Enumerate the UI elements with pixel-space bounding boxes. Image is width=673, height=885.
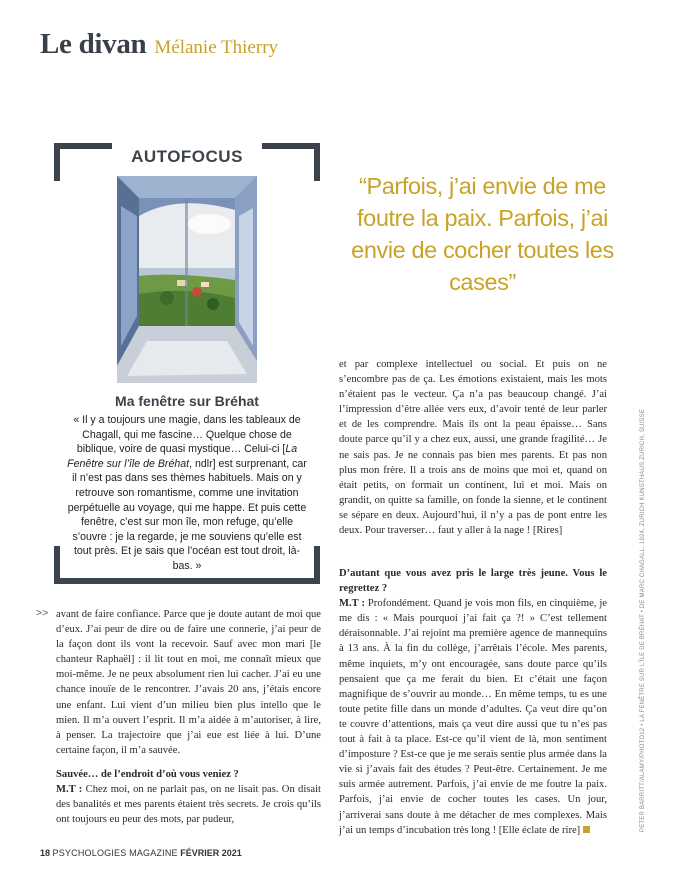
- interview-answer: [339, 596, 607, 838]
- left-column: [56, 607, 321, 827]
- pull-quote: “Parfois, j’ai envie de me foutre la paix. Parfois, j’ai envie de cocher toutes les cases”: [351, 173, 614, 295]
- interview-answer: [56, 782, 321, 827]
- interview-question: D’autant que vous avez pris le large très jeune. Vous le regrettez ?: [339, 568, 607, 595]
- right-column-bottom: [339, 566, 607, 838]
- interviewee-name: Mélanie Thierry: [154, 37, 279, 58]
- magazine-name: PSYCHOLOGIES MAGAZINE: [52, 848, 178, 858]
- caption-part: « Il y a toujours une magie, dans les tableaux de Chagall, qui me fascine… Quelque chose de biblique, voire de quasi mystique… Celui-ci [: [73, 414, 301, 456]
- interview-question: Sauvée… de l’endroit d’où vous veniez ?: [56, 768, 239, 780]
- page-header: [40, 28, 278, 61]
- end-mark-icon: [583, 826, 590, 833]
- frame-bar: [54, 578, 320, 584]
- caption-italic: La Fenêtre sur l’île de Bréhat: [67, 443, 298, 470]
- answer-text: Chez moi, on ne parlait pas, on ne lisait pas. On disait des banalités et mes parents étaient très secrets. Je crois qu’ils ont toujours eu peur des mots, par pudeur,: [56, 784, 321, 826]
- paragraph: et par complexe intellectuel ou social. Et puis on ne s’encombre pas de ça. Les émotions existaient, mais les mots n’étaient pas le vecteur. Ça n’a pas beaucoup changé. J’ai l’impression d’être allée vers eux, d’avoir tenté de leur parler et de les comprendre. Mais ils ont la peau épaisse… Sans doute parce qu’il y a chez eux, aussi, une grande fragilité… Je ne sais pas. Je ne connais pas bien mes parents. Et pas non plus mon frère. Il a trois ans de moins que moi et, quand on était petits, on formait un continent, lui et moi. Mais on grandit, on quitte sa famille, on fonde la sienne, et le continent se sépare en deux. Aujourd’hui, il n’y a pas de pont entre les deux. Pour traverser… faut y aller à la nage ! [Rires]: [339, 359, 607, 537]
- page-footer: [40, 848, 242, 858]
- frame-bar: [54, 546, 60, 584]
- right-column-top: [339, 357, 607, 538]
- photo-credit: PETER BARRITT/ALAMY/PHOTO12 • LA FENÊTRE SUR L’ÎLE DE BRÉHAT • DE MARC CHAGALL, 1924, ZURICH KUNSTHAUS ZURICH, SUISSE: [640, 408, 646, 832]
- caption-part: , ndlr] est surprenant, car il n’est pas dans ses thèmes habituels. Mais on y retrouve son romantisme, comme une invitation perpétuelle au voyage, qui me happe. Et puis cette fenêtre, c’est sur mon île, mon refuge, qu’elle s’ouvre : je la regarde, je me souviens qu’elle est tout près. Et je sais que l’océan est tout droit, là-bas. »: [67, 457, 307, 572]
- caption-text: [64, 413, 310, 574]
- frame-bar: [314, 546, 320, 584]
- continuation-marker: >>: [36, 607, 49, 619]
- answer-text: Profondément. Quand je vois mon fils, en cinquième, je me dis : « Mais pourquoi j’ai fait ça ?! » C’est tellement déraisonnable. J’ai rejoint ma première agence de mannequins à 13 ans. À la fin du collège, j’arrêtais l’école. Mes parents, même inquiets, m’y ont encouragée, sans doute parce qu’ils pensaient que ça me ferait du bien. Et c’était une façon magnifique de s’ouvrir au monde… En même temps, tu es une toute petite fille dans un monde d’adultes. Ça veut dire qu’on te couvre d’attentions, mais ça veut dire aussi que tu n’es pas tout à fait à ta place. Est-ce qu’il vient de là, mon sentiment d’imposture ? Est-ce que je me serais sentie plus armée dans la vie si j’avais fait des études ? Peut-être. Certainement. Je me suis armée autrement. Parfois, j’ai envie de me foutre la paix. Parfois, j’ai envie de cocher toutes les cases. Un jour, j’arriverai sans doute à me détacher de mes complexes. Mais j’ai un temps d’incubation très long ! [Elle éclate de rire]: [339, 598, 607, 836]
- answer-label: M.T :: [56, 784, 83, 796]
- caption-title: Ma fenêtre sur Bréhat: [115, 393, 259, 409]
- painting-window-view-icon: [117, 176, 257, 383]
- section-title: Le divan: [40, 28, 147, 60]
- answer-label: M.T :: [339, 598, 365, 610]
- page-number: 18: [40, 848, 51, 858]
- paragraph: avant de faire confiance. Parce que je doute autant de moi que d’eux. J’ai peur de dire ou de faire une connerie, j’ai peur de la façon dont ils vont la recevoir. Sauf avec mon mari [le chanteur Raphaël] : il lit tout en moi, me connaît mieux que moi-même. Je ne peux absolument rien lui cacher. J’ai eu une chance inouïe de le rencontrer. J’avais 20 ans, j’étais encore une enfant. Lui vient d’un milieu bien plus intello que le mien. Il m’a ouvert l’esprit. Il m’a aidée à m’autoriser, à lire, à penser. La trajectoire que j’ai eue est liée à lui. D’une certaine façon, il m’a sauvée.: [56, 609, 321, 756]
- autofocus-label: AUTOFOCUS: [131, 147, 243, 166]
- issue-date: FÉVRIER 2021: [180, 848, 242, 858]
